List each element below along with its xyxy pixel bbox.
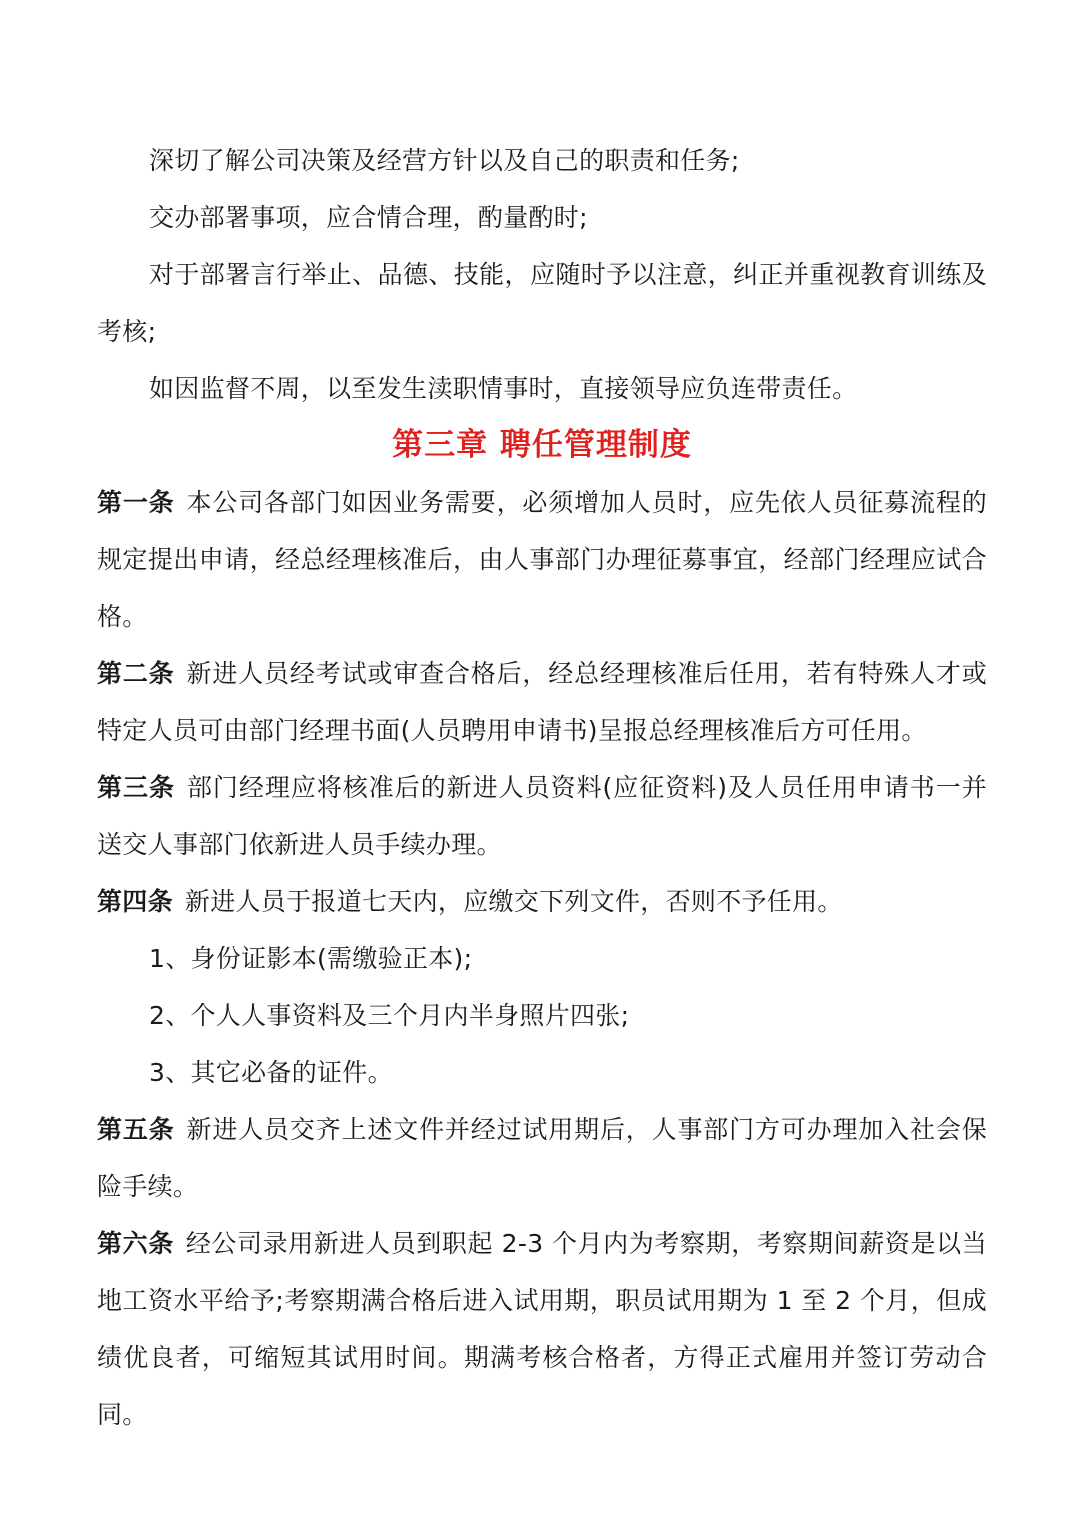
article-text: 经公司录用新进人员到职起 2-3 个月内为考察期，考察期间薪资是以当地工资水平给予;考察期满合格后进入试用期，职员试用期为 1 至 2 个月，但成绩优良者，可缩短其试用时间。期满考核合格者，方得正式雇用并签订劳动合同。 xyxy=(97,1229,987,1429)
chapter-title: 第三章 聘任管理制度 xyxy=(392,427,692,463)
document-list-item: 3、其它必备的证件。 xyxy=(149,1058,393,1087)
article-2 xyxy=(97,645,987,759)
intro-line: 对于部署言行举止、品德、技能，应随时予以注意，纠正并重视教育训练及考核; xyxy=(97,260,987,346)
intro-line: 深切了解公司决策及经营方针以及自己的职责和任务; xyxy=(149,146,740,175)
article-6 xyxy=(97,1215,987,1443)
intro-line: 如因监督不周，以至发生渎职情事时，直接领导应负连带责任。 xyxy=(149,374,858,403)
article-label: 第四条 xyxy=(97,887,173,916)
document-page xyxy=(97,132,987,1443)
article-text: 新进人员经考试或审查合格后，经总经理核准后任用，若有特殊人才或特定人员可由部门经理书面(人员聘用申请书)呈报总经理核准后方可任用。 xyxy=(97,659,987,745)
document-list-item: 1、身份证影本(需缴验正本); xyxy=(149,944,473,973)
article-label: 第六条 xyxy=(97,1229,174,1258)
article-text: 新进人员于报道七天内，应缴交下列文件，否则不予任用。 xyxy=(184,887,843,916)
article-4 xyxy=(97,873,987,930)
document-list-item: 2、个人人事资料及三个月内半身照片四张; xyxy=(149,1001,630,1030)
article-label: 第二条 xyxy=(97,659,175,688)
article-label: 第五条 xyxy=(97,1115,175,1144)
article-label: 第一条 xyxy=(97,488,175,517)
article-1 xyxy=(97,474,987,645)
article-3 xyxy=(97,759,987,873)
article-5 xyxy=(97,1101,987,1215)
article-label: 第三条 xyxy=(97,773,175,802)
article-text: 本公司各部门如因业务需要，必须增加人员时，应先依人员征募流程的规定提出申请，经总经理核准后，由人事部门办理征募事宜，经部门经理应试合格。 xyxy=(97,488,987,631)
article-text: 新进人员交齐上述文件并经过试用期后，人事部门方可办理加入社会保险手续。 xyxy=(97,1115,987,1201)
article-text: 部门经理应将核准后的新进人员资料(应征资料)及人员任用申请书一并送交人事部门依新进人员手续办理。 xyxy=(97,773,988,859)
intro-line: 交办部署事项，应合情合理，酌量酌时; xyxy=(149,203,588,232)
